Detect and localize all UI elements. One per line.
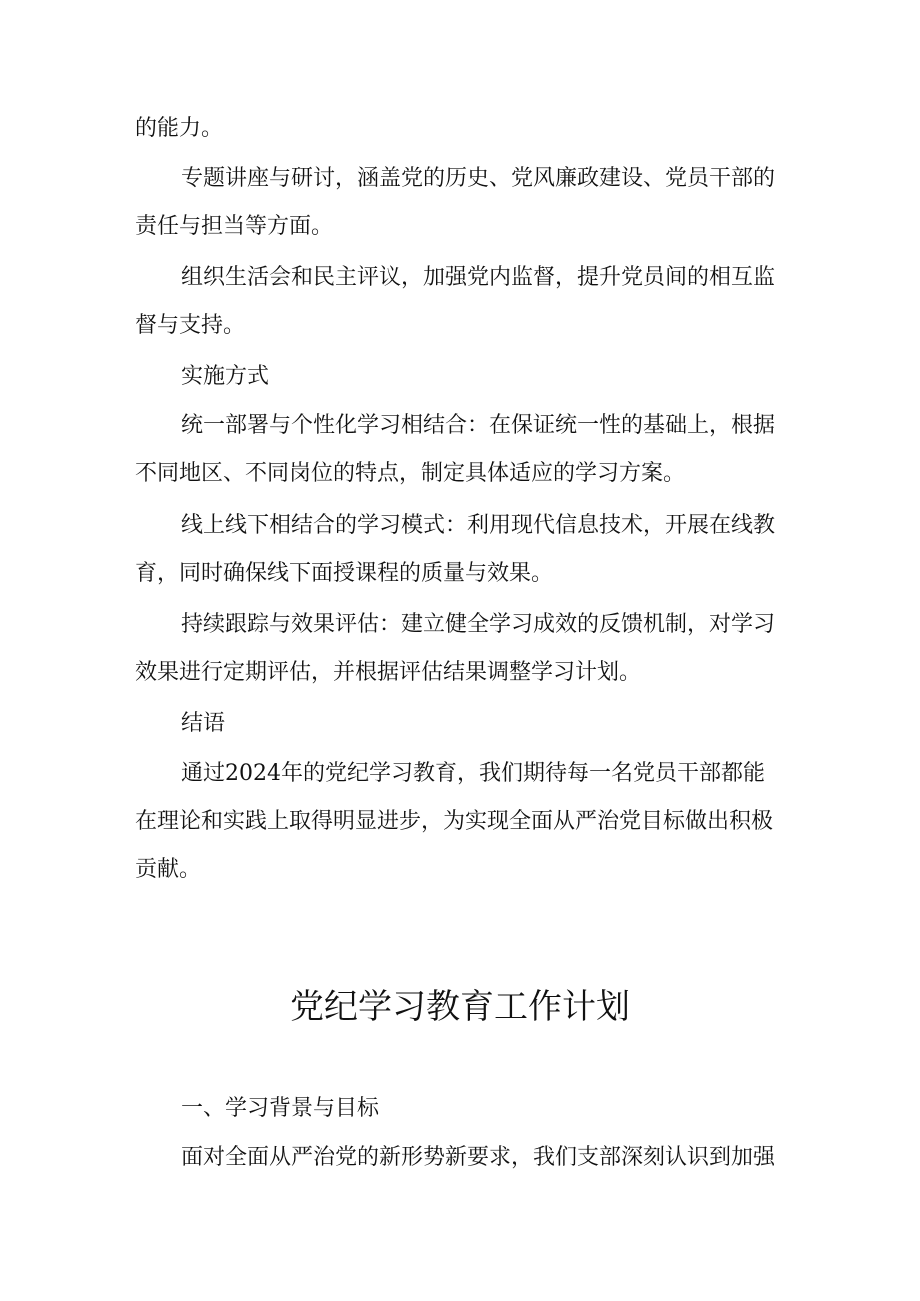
paragraph-tracking: 持续跟踪与效果评估：建立健全学习成效的反馈机制，对学习效果进行定期评估，并根据评估结果调整学习计划。 <box>135 612 776 685</box>
section-paragraph: 面对全面从严治党的新形势新要求，我们支部深刻认识到加强 <box>181 1145 776 1170</box>
paragraph-lectures: 专题讲座与研讨，涵盖党的历史、党风廉政建设、党员干部的责任与担当等方面。 <box>135 166 776 239</box>
subheading-implementation: 实施方式 <box>181 364 270 389</box>
paragraph-unified-deployment: 统一部署与个性化学习相结合：在保证统一性的基础上，根据不同地区、不同岗位的特点，制定具体适应的学习方案。 <box>135 413 776 486</box>
paragraph-conclusion: 通过2024年的党纪学习教育，我们期待每一名党员干部都能在理论和实践上取得明显进步，为实现全面从严治党目标做出积极贡献。 <box>135 761 774 882</box>
paragraph-continuation: 的能力。 <box>135 116 224 141</box>
paragraph-online-offline: 线上线下相结合的学习模式：利用现代信息技术，开展在线教育，同时确保线下面授课程的质量与效果。 <box>135 513 776 586</box>
document-title: 党纪学习教育工作计划 <box>290 987 630 1027</box>
subheading-conclusion: 结语 <box>181 711 226 736</box>
paragraph-org-life: 组织生活会和民主评议，加强党内监督，提升党员间的相互监督与支持。 <box>135 265 776 338</box>
section-heading: 一、学习背景与目标 <box>181 1096 380 1121</box>
